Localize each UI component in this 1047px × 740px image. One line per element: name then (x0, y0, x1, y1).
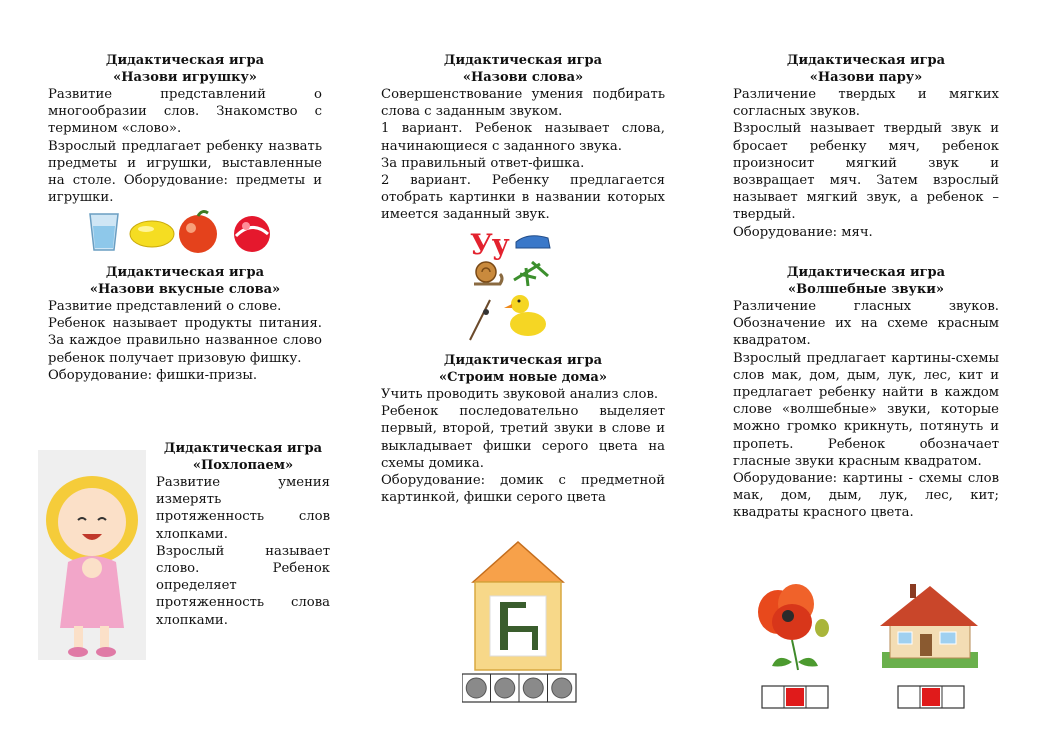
game-title-label: Дидактическая игра (105, 265, 265, 280)
game-text: Взрослый называет слово. Ребенок определяет протяженность слова хлопками. (156, 543, 330, 628)
game-text: Развитие представлений о слове. (48, 299, 282, 314)
game-title-label: Дидактическая игра (105, 53, 265, 68)
ball-icon (234, 216, 270, 252)
snail-icon (474, 262, 502, 284)
game-text: Оборудование: мяч. (733, 224, 873, 240)
game-text: Ребенок называет продукты питания. За каждое правильно названное слово ребенок получает призовую фишку. (48, 316, 322, 366)
game-block-clapping (156, 440, 330, 629)
game-block-new-houses (381, 352, 665, 506)
game-text: Ребенок последовательно выделяет первый, второй, третий звуки в слове и выкладывает фишки серого цвета на схемы домика. (381, 404, 665, 471)
game-title-label: Дидактическая игра (786, 265, 946, 280)
game-text: Оборудование: фишки-призы. (48, 367, 258, 383)
game-text: Учить проводить звуковой анализ слов. (381, 387, 659, 402)
clapping-girl-image (38, 450, 146, 660)
fishing-rod-icon (470, 300, 490, 340)
game-title-label: Дидактическая игра (443, 353, 603, 368)
column-2 (381, 52, 665, 224)
game-title-name: «Назови слова» (462, 70, 584, 85)
game-title-label: Дидактическая игра (786, 53, 946, 68)
game-title-name: «Назови игрушку» (113, 70, 257, 85)
game-text: Развитие умения измерять протяженность слов хлопками. (156, 475, 330, 542)
column-3 (733, 52, 999, 241)
house-scheme (462, 538, 582, 704)
game-text: Различение гласных звуков. Обозначение их на схеме красным квадратом. (733, 299, 999, 349)
game-text: 2 вариант. Ребенку предлагается отобрать картинки в названии которых имеется заданный звук. (381, 173, 665, 223)
game-text: Различение твердых и мягких согласных звуков. (733, 87, 999, 120)
apple-icon (179, 212, 217, 253)
game-block-magic-sounds (733, 264, 999, 522)
game-title-label: Дидактическая игра (163, 441, 323, 456)
game-text: Взрослый предлагает картины-схемы слов мак, дом, дым, лук, лес, кит и предлагает ребенку найти в каждом слове «волшебные» звуки, которые можно громко крикнуть, потянуть и пропеть. Ребенок обозначает гласные звуки красным квадратом. (733, 350, 999, 469)
glass-icon (90, 214, 118, 250)
game-title-name: «Назови пару» (809, 70, 923, 85)
game-title-name: «Строим новые дома» (439, 370, 607, 385)
duckling-icon (504, 295, 546, 336)
game-text: Совершенствование умения подбирать слова с заданным звуком. (381, 87, 665, 120)
column-1 (48, 52, 322, 206)
game-title-label: Дидактическая игра (443, 53, 603, 68)
grey-chip (466, 678, 486, 698)
iron-icon (516, 236, 550, 248)
game-text: 1 вариант. Ребенок называет слова, начинающиеся с заданного звука. (381, 121, 665, 154)
game-title-name: «Похлопаем» (192, 458, 294, 473)
house-picture-scheme (876, 582, 982, 710)
grey-chip (552, 678, 572, 698)
vowel-red-square (922, 688, 940, 706)
vowel-red-square (786, 688, 804, 706)
game-text: За правильный ответ-фишка. (381, 155, 585, 171)
poppy-icon (758, 584, 829, 670)
poppy-scheme (752, 582, 838, 710)
game-block-tasty-words (48, 264, 322, 384)
game-text: Развитие представлений о многообразии слов. Знакомство с термином «слово». (48, 87, 322, 137)
grey-chip (495, 678, 515, 698)
game-title-name: «Назови вкусные слова» (89, 282, 281, 297)
game-title-name: «Волшебные звуки» (787, 282, 944, 297)
lemon-icon (130, 221, 174, 247)
game-text: Оборудование: домик с предметной картинкой, фишки серого цвета (381, 473, 665, 506)
game-text: Взрослый предлагает ребенку назвать предметы и игрушки, выставленные на столе. Оборудование: предметы и игрушки. (48, 138, 322, 206)
grey-chip (523, 678, 543, 698)
sound-pictures (466, 228, 556, 344)
toys-images (86, 210, 276, 254)
dill-icon (514, 262, 548, 286)
game-text: Взрослый называет твердый звук и бросает ребенку мяч, ребенок произносит мягкий звук и возвращает мяч. Затем взрослый называет мягкий звук, а ребенок – твердый. (733, 121, 999, 223)
letter-u: Уу (470, 228, 509, 261)
house-icon (880, 584, 978, 668)
game-text: Оборудование: картины - схемы слов мак, дом, дым, лук, лес, кит; квадраты красного цвета. (733, 471, 999, 521)
